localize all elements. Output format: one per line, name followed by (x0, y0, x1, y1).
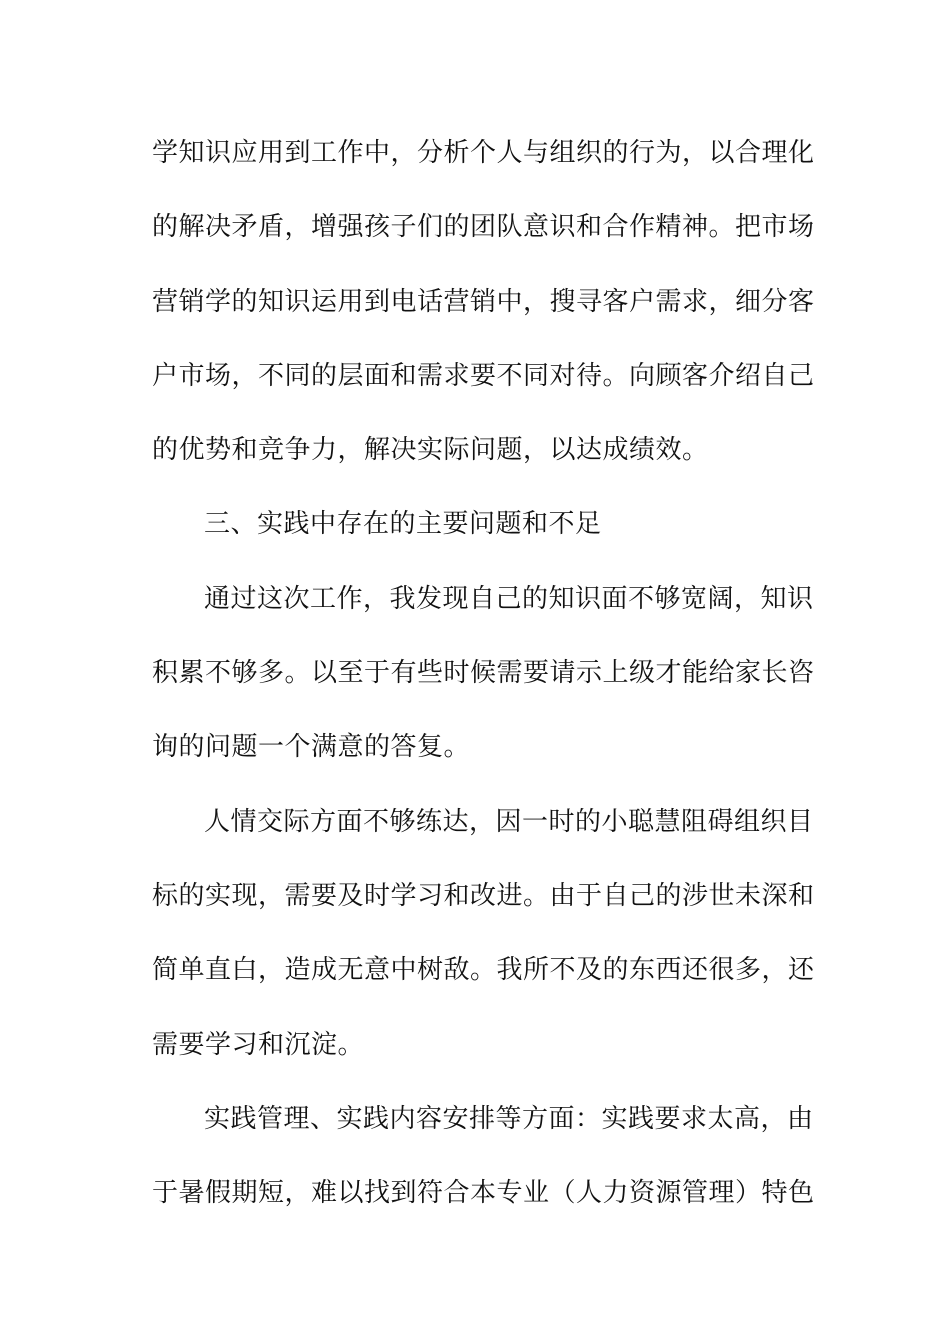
paragraph-line: 标的实现，需要及时学习和改进。由于自己的涉世未深和 (152, 880, 815, 911)
paragraph-line: 积累不够多。以至于有些时候需要请示上级才能给家长咨 (152, 658, 815, 689)
paragraph-line: 的解决矛盾，增强孩子们的团队意识和合作精神。把市场 (152, 212, 815, 243)
paragraph-line: 于暑假期短，难以找到符合本专业（人力资源管理）特色 (152, 1178, 815, 1209)
paragraph-line: 询的问题一个满意的答复。 (152, 732, 471, 763)
paragraph-line: 需要学习和沉淀。 (152, 1029, 365, 1060)
paragraph-line: 实践管理、实践内容安排等方面：实践要求太高，由 (204, 1103, 814, 1134)
section-heading: 三、实践中存在的主要问题和不足 (204, 509, 602, 540)
paragraph-line: 简单直白，造成无意中树敌。我所不及的东西还很多，还 (152, 955, 815, 986)
paragraph-line: 通过这次工作，我发现自己的知识面不够宽阔，知识 (204, 583, 814, 614)
paragraph-line: 营销学的知识运用到电话营销中，搜寻客户需求，细分客 (152, 286, 815, 317)
paragraph-line: 人情交际方面不够练达，因一时的小聪慧阻碍组织目 (204, 806, 814, 837)
paragraph-line: 的优势和竞争力，解决实际问题，以达成绩效。 (152, 435, 709, 466)
paragraph-line: 学知识应用到工作中，分析个人与组织的行为，以合理化 (152, 138, 815, 168)
document-body (152, 124, 815, 1238)
paragraph-line: 户市场，不同的层面和需求要不同对待。向顾客介绍自己 (152, 360, 815, 391)
